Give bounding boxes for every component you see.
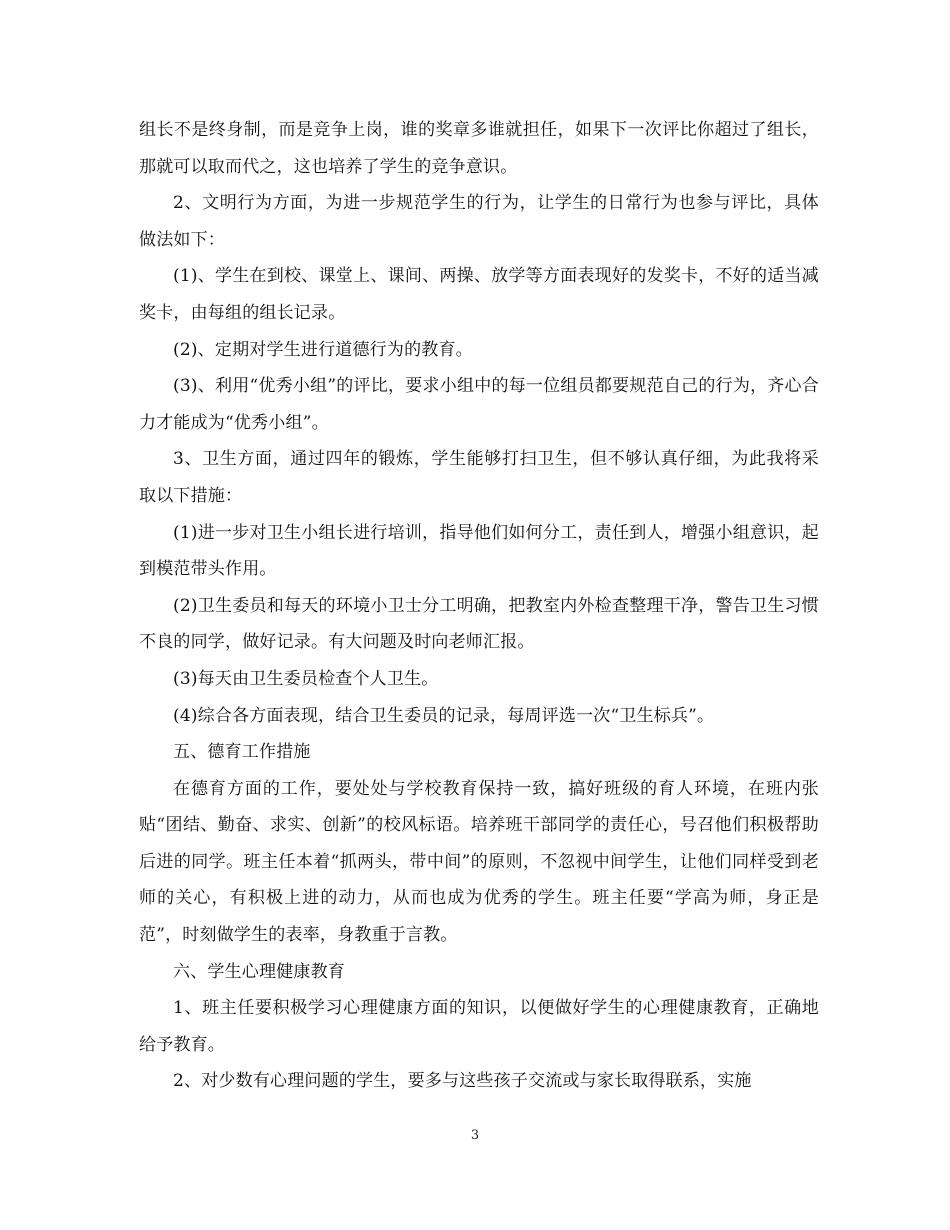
paragraph-7: (1)进一步对卫生小组长进行培训，指导他们如何分工，责任到人，增强小组意识，起到模范带头作用。 xyxy=(139,522,819,580)
paragraph-13: 2、对少数有心理问题的学生，要多与这些孩子交流或与家长取得联系，实施 xyxy=(173,1071,752,1092)
section-heading-5: 五、德育工作措施 xyxy=(173,742,311,763)
paragraph-11: 在德育方面的工作，要处处与学校教育保持一致，搞好班级的育人环境，在班内张贴“团结、勤奋、求实、创新”的校风标语。培养班干部同学的责任心，号召他们积极帮助后进的同学。班主任本着“抓两头，带中间”的原则，不忽视中间学生，让他们同样受到老师的关心，有积极上进的动力，从而也成为优秀的学生。班主任要“学高为师，身正是范”，时刻做学生的表率，身教重于言教。 xyxy=(139,778,819,946)
paragraph-9: (3)每天由卫生委员检查个人卫生。 xyxy=(173,668,439,689)
paragraph-12: 1、班主任要积极学习心理健康方面的知识，以便做好学生的心理健康教育，正确地给予教育。 xyxy=(139,998,819,1055)
document-body xyxy=(139,112,819,1100)
paragraph-6: 3、卫生方面，通过四年的锻炼，学生能够打扫卫生，但不够认真仔细，为此我将采取以下措施： xyxy=(139,449,819,506)
paragraph-10: (4)综合各方面表现，结合卫生委员的记录，每周评选一次“卫生标兵”。 xyxy=(173,705,715,726)
section-heading-6: 六、学生心理健康教育 xyxy=(173,961,345,982)
paragraph-2: 2、文明行为方面，为进一步规范学生的行为，让学生的日常行为也参与评比，具体做法如下： xyxy=(139,193,819,250)
paragraph-3: (1)、学生在到校、课堂上、课间、两操、放学等方面表现好的发奖卡，不好的适当减奖卡，由每组的组长记录。 xyxy=(139,266,819,323)
page-number: 3 xyxy=(470,1128,480,1143)
paragraph-5: (3)、利用“优秀小组”的评比，要求小组中的每一位组员都要规范自己的行为，齐心合力才能成为“优秀小组”。 xyxy=(139,376,819,433)
paragraph-1: 组长不是终身制，而是竞争上岗，谁的奖章多谁就担任，如果下一次评比你超过了组长，那就可以取而代之，这也培养了学生的竞争意识。 xyxy=(139,120,819,177)
paragraph-4: (2)、定期对学生进行道德行为的教育。 xyxy=(173,339,473,360)
paragraph-8: (2)卫生委员和每天的环境小卫士分工明确，把教室内外检查整理干净，警告卫生习惯不良的同学，做好记录。有大问题及时向老师汇报。 xyxy=(139,595,819,653)
